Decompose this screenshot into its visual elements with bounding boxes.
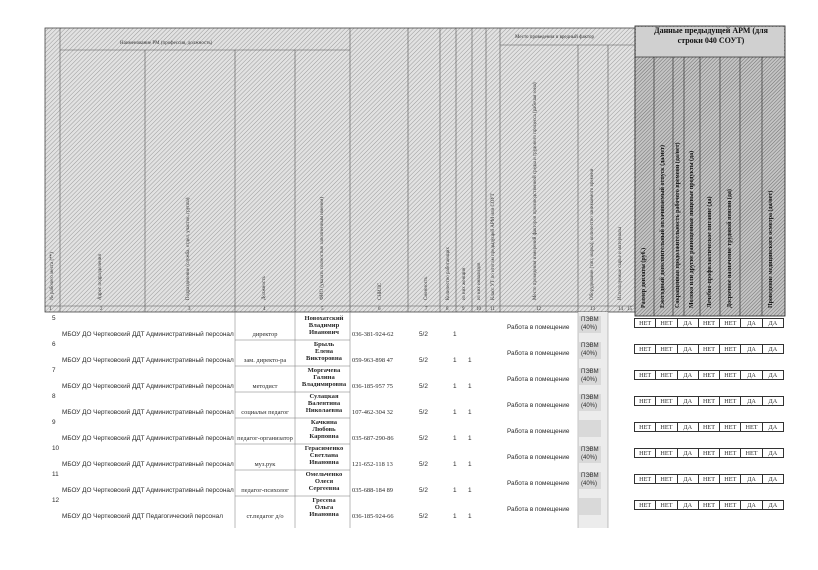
row-measure-place: Работа в помещение xyxy=(507,480,570,487)
row-women: 1 xyxy=(468,513,472,520)
row-hazard-empty xyxy=(579,498,601,515)
col-number: 1 xyxy=(49,307,52,312)
prev-arm-value: НЕТ xyxy=(741,423,762,431)
group-title: Наименование РМ (профессия, должность) xyxy=(120,41,213,46)
row-count: 1 xyxy=(453,357,457,364)
col-number: 15 xyxy=(627,307,632,312)
prev-label-vacation: Ежегодный дополнительный оплачиваемый отпуск (да/нет) xyxy=(660,145,666,308)
row-fullname xyxy=(297,471,351,493)
col-number: 11 xyxy=(490,307,495,312)
row-fullname-line: Гресева xyxy=(312,497,336,504)
row-org: МБОУ ДО Чертковский ДДТ xyxy=(62,461,145,468)
row-fullname xyxy=(297,315,351,337)
row-fullname-line: Моргачева xyxy=(307,367,341,374)
row-number: 6 xyxy=(52,341,56,348)
col-label-department: Подразделение (служба, отдел, участок, группа) xyxy=(186,197,191,300)
col-label-measure-place: Место проведения измерений факторов производственной среды и трудового процесса (рабочая зона) xyxy=(533,82,538,300)
col-number: 13 xyxy=(590,307,595,312)
prev-label-milk: Молоко или другие равноценные пищевые продукты (да) xyxy=(689,150,695,308)
row-fullname-line: Сулацкая xyxy=(309,393,339,400)
col-number: 3 xyxy=(188,307,191,312)
row-snils: 121-652-118 13 xyxy=(352,461,393,468)
prev-arm-value: НЕТ xyxy=(699,501,720,509)
row-women: 1 xyxy=(468,357,472,364)
prev-arm-value: ДА xyxy=(741,397,762,405)
row-fullname-line: Валентина xyxy=(307,400,341,408)
row-prev-arm-values xyxy=(634,500,784,510)
prev-arm-value: ДА xyxy=(678,501,699,509)
prev-arm-title-line2: строки 040 СОУТ) xyxy=(677,36,745,45)
prev-arm-value: НЕТ xyxy=(699,345,720,353)
prev-arm-value: НЕТ xyxy=(656,345,677,353)
col-number: 12 xyxy=(536,307,541,312)
row-snils: 036-185-957 75 xyxy=(352,383,394,390)
row-count: 1 xyxy=(453,487,457,494)
prev-arm-value: ДА xyxy=(678,397,699,405)
row-org: МБОУ ДО Чертковский ДДТ xyxy=(62,383,145,390)
col-label-workers: Количество работающих xyxy=(446,247,451,300)
row-count: 1 xyxy=(453,435,457,442)
prev-arm-value: НЕТ xyxy=(720,449,741,457)
row-fullname-line: Сергеевна xyxy=(308,485,340,493)
row-prev-arm-values xyxy=(634,370,784,380)
col-label-materials: Используемые сырье и материалы xyxy=(618,227,623,300)
prev-arm-value: НЕТ xyxy=(699,449,720,457)
row-department: Административный персонал xyxy=(146,357,234,364)
row-org: МБОУ ДО Чертковский ДДТ xyxy=(62,487,145,494)
row-hazard: ПЭВМ (40%) xyxy=(579,316,601,333)
prev-arm-value: ДА xyxy=(678,319,699,327)
col-number: 10 xyxy=(476,307,481,312)
prev-arm-value: НЕТ xyxy=(635,345,656,353)
row-shift: 5/2 xyxy=(419,357,428,364)
prev-arm-value: НЕТ xyxy=(635,501,656,509)
row-prev-arm-values xyxy=(634,396,784,406)
prev-arm-title-line1: Данные предыдущей АРМ (для xyxy=(654,26,768,35)
row-fullname-line: Викторовна xyxy=(306,355,342,363)
col-label-equipment: Оборудование (тип, марка), количество занимаемого времени xyxy=(590,168,595,300)
row-fullname-line: Герасименко xyxy=(304,445,344,452)
row-women: 1 xyxy=(468,383,472,390)
prev-arm-value: НЕТ xyxy=(635,449,656,457)
row-position: директор xyxy=(252,331,278,338)
prev-arm-value: ДА xyxy=(678,345,699,353)
row-fullname xyxy=(297,393,351,415)
row-measure-place: Работа в помещение xyxy=(507,376,570,383)
row-fullname-line: Брыль xyxy=(313,341,335,348)
prev-arm-value: ДА xyxy=(678,423,699,431)
row-shift: 5/2 xyxy=(419,461,428,468)
col-number: 9 xyxy=(462,307,465,312)
row-snils: 107-462-304 32 xyxy=(352,409,394,416)
row-snils: 059-963-898 47 xyxy=(352,357,394,364)
row-snils: 035-687-290-86 xyxy=(352,435,394,442)
row-measure-place: Работа в помещение xyxy=(507,350,570,357)
row-measure-place: Работа в помещение xyxy=(507,402,570,409)
prev-arm-value: ДА xyxy=(768,372,778,379)
col-label-workplace-no: № рабочего места (**) xyxy=(50,252,55,300)
row-fullname-line: Олеся xyxy=(314,478,334,486)
row-women: 1 xyxy=(468,487,472,494)
prev-arm-value: НЕТ xyxy=(656,449,677,457)
row-fullname-line: Качкина xyxy=(310,419,338,426)
row-shift: 5/2 xyxy=(419,331,428,338)
row-women: 1 xyxy=(468,461,472,468)
row-fullname xyxy=(297,341,351,363)
prev-arm-value: НЕТ xyxy=(720,319,741,327)
prev-arm-value: НЕТ xyxy=(699,371,720,379)
col-number: 2 xyxy=(100,307,103,312)
col-label-shift: Сменность xyxy=(424,276,429,300)
prev-arm-value: НЕТ xyxy=(635,397,656,405)
row-department: Административный персонал xyxy=(146,409,234,416)
row-hazard: ПЭВМ (40%) xyxy=(579,394,601,411)
prev-arm-value: НЕТ xyxy=(699,423,720,431)
prev-arm-value: ДА xyxy=(768,502,778,509)
prev-arm-title xyxy=(636,26,786,46)
prev-arm-value: НЕТ xyxy=(656,501,677,509)
row-department: Административный персонал xyxy=(146,331,234,338)
row-prev-arm-values xyxy=(634,422,784,432)
row-number: 9 xyxy=(52,419,56,426)
prev-label-shortened-time: Сокращенная продолжительность рабочего времени (да/нет) xyxy=(675,142,681,308)
row-position: зам. директо-ра xyxy=(243,357,287,364)
col-label-snils: СНИЛС xyxy=(378,282,383,300)
prev-arm-value: НЕТ xyxy=(656,371,677,379)
row-position: ст.педагог д/о xyxy=(246,513,284,520)
prev-arm-value: НЕТ xyxy=(741,449,762,457)
prev-arm-value: НЕТ xyxy=(699,319,720,327)
row-measure-place: Работа в помещение xyxy=(507,324,570,331)
row-fullname-line: Омельченко xyxy=(305,471,343,478)
row-position: методист xyxy=(252,383,278,390)
row-fullname-line: Елена xyxy=(314,348,334,356)
row-fullname-line: Ольга xyxy=(314,504,334,512)
row-count: 1 xyxy=(453,513,457,520)
row-hazard-empty xyxy=(579,420,601,437)
row-fullname-line: Владимировна xyxy=(301,381,347,389)
row-number: 12 xyxy=(52,497,60,504)
row-fullname xyxy=(297,497,351,519)
row-number: 11 xyxy=(52,471,59,478)
row-fullname-line: Новохатский xyxy=(304,315,344,322)
prev-label-nutrition: Лечебно-профилактическое питание (да) xyxy=(707,196,713,308)
prev-arm-value: ДА xyxy=(741,371,762,379)
prev-arm-value: НЕТ xyxy=(656,475,677,483)
row-measure-place: Работа в помещение xyxy=(507,506,570,513)
row-count: 1 xyxy=(453,461,457,468)
prev-arm-value: ДА xyxy=(741,475,762,483)
row-hazard: ПЭВМ (40%) xyxy=(579,446,601,463)
row-org: МБОУ ДО Чертковский ДДТ xyxy=(62,357,145,364)
col-number: 8 xyxy=(446,307,449,312)
prev-arm-value: НЕТ xyxy=(720,371,741,379)
row-snils: 036-381-924-62 xyxy=(352,331,394,338)
prev-arm-value: НЕТ xyxy=(656,319,677,327)
prev-arm-value: НЕТ xyxy=(699,475,720,483)
row-org: МБОУ ДО Чертковский ДДТ xyxy=(62,409,145,416)
col-label-women: из них женщин xyxy=(462,267,467,300)
col-number: 6 xyxy=(378,307,381,312)
row-org: МБОУ ДО Чертковский ДДТ xyxy=(62,331,145,338)
prev-arm-value: ДА xyxy=(741,501,762,509)
col-label-address: Адрес подразделения xyxy=(98,254,103,300)
prev-arm-value: НЕТ xyxy=(635,319,656,327)
hazard-group-title: Место проведения и вредный фактор xyxy=(515,35,595,40)
row-prev-arm-values xyxy=(634,318,784,328)
row-hazard: ПЭВМ (40%) xyxy=(579,472,601,489)
prev-arm-value: ДА xyxy=(768,398,778,405)
row-fullname-line: Карповна xyxy=(309,433,339,441)
row-fullname-line: Иванович xyxy=(309,329,339,337)
row-org: МБОУ ДО Чертковский ДДТ xyxy=(62,435,145,442)
prev-arm-value: ДА xyxy=(678,371,699,379)
row-count: 1 xyxy=(453,409,457,416)
row-org: МБОУ ДО Чертковский ДДТ xyxy=(62,513,145,520)
row-snils: 036-185-924-66 xyxy=(352,513,394,520)
prev-label-pension: Досрочное назначение трудовой пенсии (да) xyxy=(727,189,733,308)
row-snils: 035-688-184 89 xyxy=(352,487,394,494)
row-fullname-line: Владимир xyxy=(308,322,340,330)
row-count: 1 xyxy=(453,383,457,390)
row-fullname-line: Светлана xyxy=(309,452,339,460)
row-fullname-line: Любовь xyxy=(312,426,336,434)
col-number: 5 xyxy=(321,307,324,312)
row-hazard: ПЭВМ (40%) xyxy=(579,368,601,385)
col-label-disabled: из них инвалидов xyxy=(477,262,482,300)
row-fullname-line: Николаевна xyxy=(305,407,343,415)
prev-arm-value: НЕТ xyxy=(720,475,741,483)
prev-arm-value: ДА xyxy=(678,475,699,483)
prev-arm-value: НЕТ xyxy=(699,397,720,405)
row-hazard: ПЭВМ (40%) xyxy=(579,342,601,359)
prev-arm-value: НЕТ xyxy=(635,423,656,431)
col-label-fullname: ФИО (указать полностью заполненным именем) xyxy=(320,196,325,300)
row-women: 1 xyxy=(468,409,472,416)
row-fullname-line: Галина xyxy=(313,374,335,382)
row-measure-place: Работа в помещение xyxy=(507,428,570,435)
prev-arm-value: НЕТ xyxy=(720,397,741,405)
row-number: 8 xyxy=(52,393,56,400)
row-number: 5 xyxy=(52,315,56,322)
row-fullname xyxy=(297,445,351,467)
col-number: 14 xyxy=(618,307,623,312)
row-department: Административный персонал xyxy=(146,487,234,494)
prev-arm-value: ДА xyxy=(768,450,778,457)
prev-arm-value: ДА xyxy=(768,320,778,327)
col-label-position: Должность xyxy=(262,276,267,300)
row-shift: 5/2 xyxy=(419,487,428,494)
prev-arm-value: ДА xyxy=(741,345,762,353)
prev-arm-value: ДА xyxy=(678,449,699,457)
prev-label-medical: Проведение медицинского осмотра (да/нет) xyxy=(768,190,774,308)
row-shift: 5/2 xyxy=(419,513,428,520)
row-department: Административный персонал xyxy=(146,383,234,390)
prev-arm-value: НЕТ xyxy=(635,371,656,379)
row-position: педагог-психолог xyxy=(241,487,289,494)
prev-arm-value: НЕТ xyxy=(720,345,741,353)
row-department: Административный персонал xyxy=(146,435,234,442)
row-measure-place: Работа в помещение xyxy=(507,454,570,461)
row-shift: 5/2 xyxy=(419,383,428,390)
row-prev-arm-values xyxy=(634,474,784,484)
row-prev-arm-values xyxy=(634,344,784,354)
col-number: 4 xyxy=(263,307,266,312)
row-fullname xyxy=(297,419,351,441)
row-department: Административный персонал xyxy=(146,461,234,468)
row-fullname xyxy=(297,367,351,389)
row-position: педагог-организатор xyxy=(237,435,293,442)
row-position: социальн педагог xyxy=(241,409,289,416)
row-position: муз.рук xyxy=(254,461,276,468)
row-number: 10 xyxy=(52,445,60,452)
prev-arm-value: ДА xyxy=(768,476,778,483)
row-count: 1 xyxy=(453,331,457,338)
prev-arm-value: ДА xyxy=(768,424,778,431)
col-number: 7 xyxy=(425,307,428,312)
prev-arm-value: НЕТ xyxy=(656,423,677,431)
prev-label-surcharge: Размер доплаты (руб.) xyxy=(641,247,647,308)
prev-arm-value: ДА xyxy=(768,346,778,353)
row-shift: 5/2 xyxy=(419,409,428,416)
prev-arm-value: НЕТ xyxy=(720,501,741,509)
prev-arm-value: НЕТ xyxy=(635,475,656,483)
row-prev-arm-values xyxy=(634,448,784,458)
prev-arm-value: ДА xyxy=(741,319,762,327)
row-fullname-line: Ивановна xyxy=(309,511,339,519)
row-department: Педагогический персонал xyxy=(146,513,223,520)
row-women: 1 xyxy=(468,435,472,442)
row-number: 7 xyxy=(52,367,56,374)
prev-arm-value: НЕТ xyxy=(656,397,677,405)
row-fullname-line: Ивановна xyxy=(309,459,339,467)
prev-arm-value: НЕТ xyxy=(720,423,741,431)
col-label-class: Класс УТ по итогам предыдущей АРМ или СОУТ xyxy=(491,193,496,300)
row-shift: 5/2 xyxy=(419,435,428,442)
